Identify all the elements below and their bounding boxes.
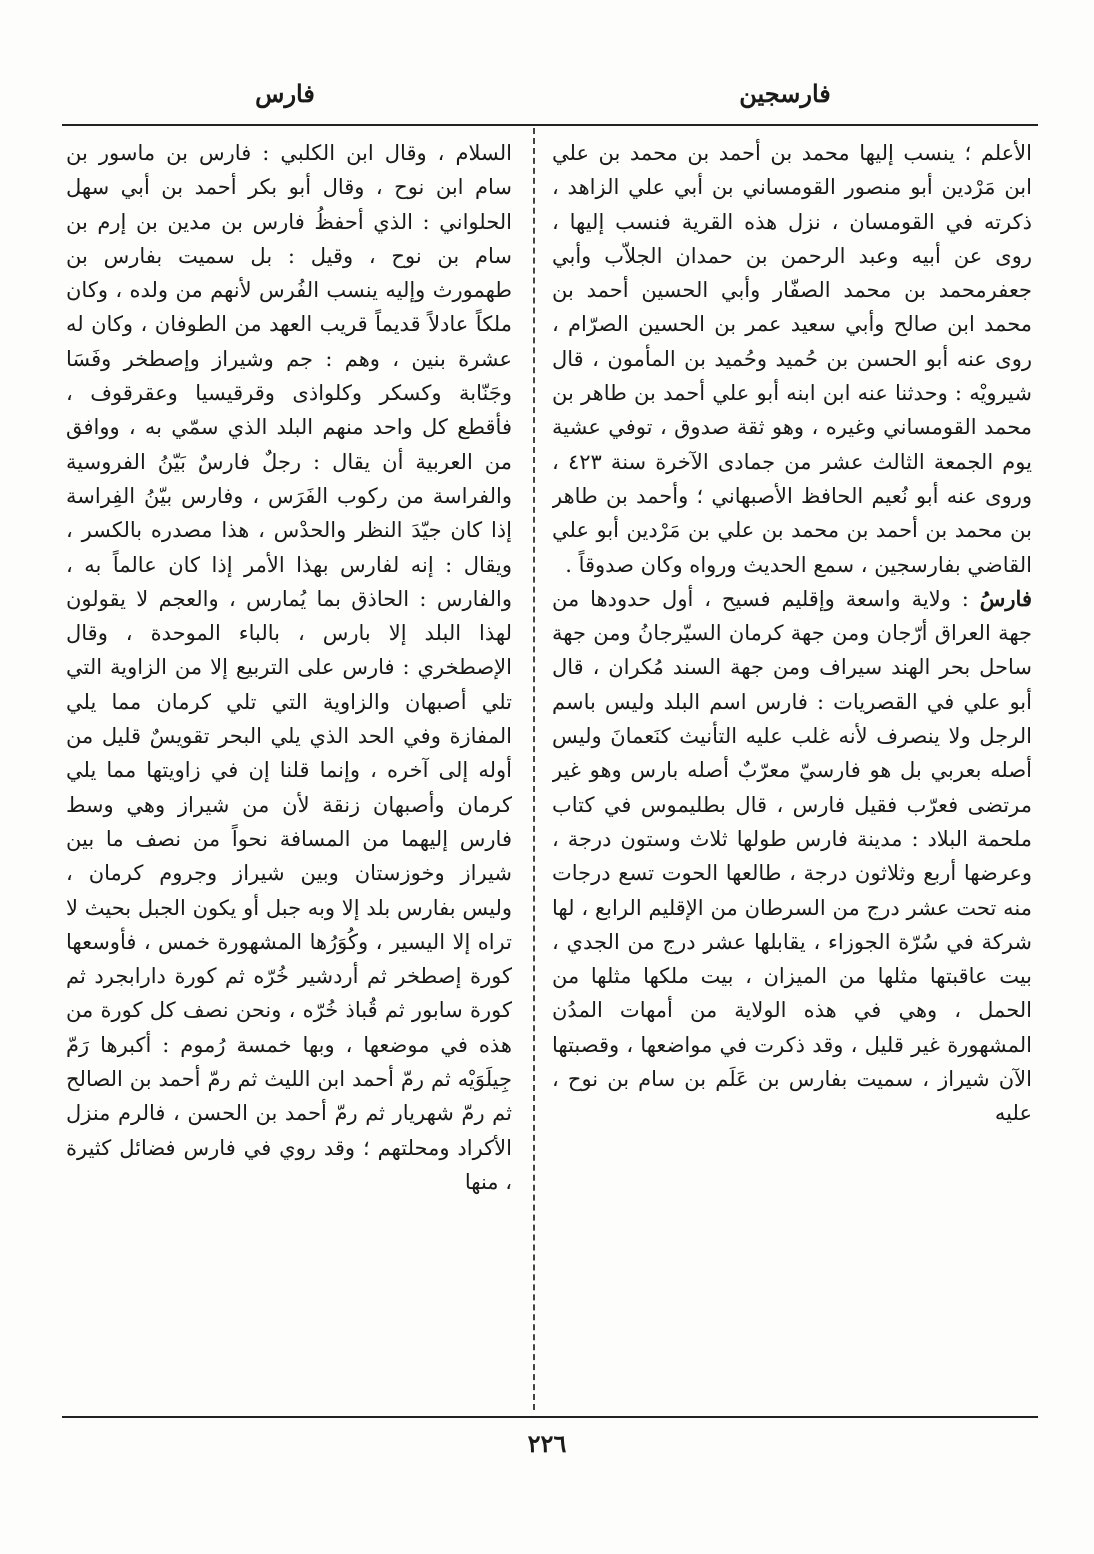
footer-rule	[62, 1416, 1038, 1418]
column-divider	[533, 128, 535, 1410]
right-column-paragraph-1: الأعلم ؛ ينسب إليها محمد بن أحمد بن محمد بن علي ابن مَرْدين أبو منصور القومساني بن أبي علي الزاهد ، ذكرته في القومسان ، نزل هذه القرية فنسب إليها ، روى عن أبيه وعبد الرحمن بن حمدان الجلاّب وأبي جعفرمحمد بن محمد الصفّار وأبي الحسين أحمد بن محمد ابن صالح وأبي سعيد عمر بن الحسين الصرّام ، روى عنه أبو الحسن بن حُميد وحُميد بن المأمون ، قال شيرويْه : وحدثنا عنه ابن ابنه أبو علي أحمد بن طاهر بن محمد القومساني وغيره ، وهو ثقة صدوق ، توفي عشية يوم الجمعة الثالث عشر من جمادى الآخرة سنة ٤٢٣ ، وروى عنه أبو نُعيم الحافظ الأصبهاني ؛ وأحمد بن طاهر بن محمد بن أحمد بن محمد بن علي بن مَرْدين أبو علي القاضي بفارسجين ، سمع الحديث ورواه وكان صدوقاً .	[552, 141, 1032, 577]
right-column-paragraph-2: : ولاية واسعة وإقليم فسيح ، أول حدودها من جهة العراق أرّجان ومن جهة كرمان السيّرجانُ ومن جهة ساحل بحر الهند سيراف ومن جهة السند مُكران ، قال أبو علي في القصريات : فارس اسم البلد وليس باسم الرجل ولا ينصرف لأنه غلب عليه التأنيث كنَعمانَ وليس أصله بعربي بل هو فارسيّ معرّبٌ أصله بارس وهو غير مرتضى فعرّب فقيل فارس ، قال بطليموس في كتاب ملحمة البلاد : مدينة فارس طولها ثلاث وستون درجة ، وعرضها أربع وثلاثون درجة ، طالعها الحوت تسع درجات منه تحت عشر درج من السرطان من الإقليم الرابع ، لها شركة في سُرّة الجوزاء ، يقابلها عشر درج من الجدي ، بيت عاقبتها مثلها من الميزان ، بيت ملكها مثلها من الحمل ، وهي في هذه الولاية من أمهات المدُن المشهورة غير قليل ، وقد ذكرت في مواضعها ، وقصبتها الآن شيراز ، سميت بفارس بن عَلَم بن سام بن نوح ، عليه	[552, 586, 1032, 1126]
header-rule	[62, 124, 1038, 126]
left-column	[66, 136, 512, 1406]
right-column-entry	[552, 582, 1032, 1131]
page-number: ٢٢٦	[527, 1429, 567, 1458]
entry-headword: فارسُ	[979, 585, 1032, 611]
right-column	[552, 136, 1032, 1406]
left-column-paragraph: السلام ، وقال ابن الكلبي : فارس بن ماسور بن سام ابن نوح ، وقال أبو بكر أحمد بن أبي سهل الحلواني : الذي أحفظُ فارس بن مدين بن إرم بن سام بن نوح ، وقيل : بل سميت بفارس بن طهمورث وإليه ينسب الفُرس لأنهم من ولده ، وكان ملكاً عادلاً قديماً قريب العهد من الطوفان ، وكان له عشرة بنين ، وهم : جم وشيراز وإصطخر وفَسَا وجَنّابة وكسكر وكلواذى وقرقيسيا وعقرقوف ، فأقطع كل واحد منهم البلد الذي سمّي به ، ووافق من العربية أن يقال : رجلٌ فارسٌ بَيّنُ الفروسية والفراسة من ركوب الفَرَس ، وفارس بيّنُ الفِراسة إذا كان جيّدَ النظر والحدْس ، هذا مصدره بالكسر ، ويقال : إنه لفارس بهذا الأمر إذا كان عالماً به ، والفارس : الحاذق بما يُمارس ، والعجم لا يقولون لهذا البلد إلا بارس ، بالباء الموحدة ، وقال الإصطخري : فارس على التربيع إلا من الزاوية التي تلي أصبهان والزاوية التي تلي كرمان مما يلي المفازة وفي الحد الذي يلي البحر تقويسٌ قليل من أوله إلى آخره ، وإنما قلنا إن في زاويتها مما يلي كرمان وأصبهان زنقة لأن من شيراز وهي وسط فارس إليهما من المسافة نحواً من نصف ما بين شيراز وخوزستان وبين شيراز وجروم كرمان ، وليس بفارس بلد إلا وبه جبل أو يكون الجبل بحيث لا تراه إلا اليسير ، وكُوَرُها المشهورة خمس ، فأوسعها كورة إصطخر ثم أردشير خُرّه ثم كورة دارابجرد ثم كورة سابور ثم قُباذ خُرّه ، ونحن نصف كل كورة من هذه في موضعها ، وبها خمسة رُموم : أكبرها رَمّ جِيلَوَيْه ثم رمّ أحمد ابن الليث ثم رمّ أحمد بن الصالح ثم رمّ شهريار ثم رمّ أحمد بن الحسن ، فالرم منزل الأكراد ومحلتهم ؛ وقد روي في فارس فضائل كثيرة ، منها	[66, 141, 512, 1194]
running-head-right: فارسجين	[739, 79, 831, 108]
running-head-left: فارس	[255, 79, 315, 108]
